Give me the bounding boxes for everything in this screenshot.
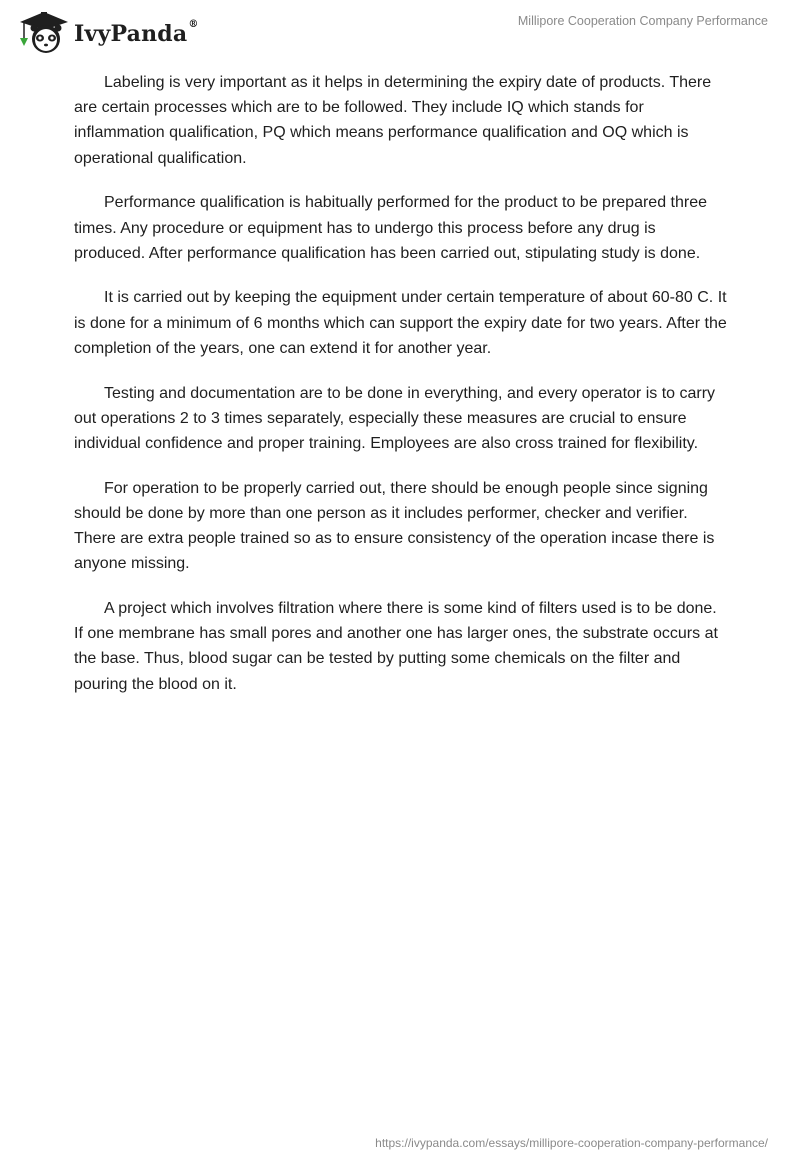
document-title: Millipore Cooperation Company Performance xyxy=(517,14,768,28)
paragraph: Labeling is very important as it helps in determining the expiry date of products. There are certain processes which are to be followed. They include IQ which stands for inflammation qualification, PQ which means performance qualification and OQ which is operational qualification. xyxy=(74,74,712,167)
page-header xyxy=(0,0,800,60)
panda-graduate-icon xyxy=(14,8,72,56)
paragraph: Testing and documentation are to be done in everything, and every operator is to carry out operations 2 to 3 times separately, especially these measures are crucial to ensure individual confidence and proper training. Employees are also cross trained for flexibility. xyxy=(74,384,716,452)
paragraph: It is carried out by keeping the equipment under certain temperature of about 60-80 C. It is done for a minimum of 6 months which can support the expiry date for two years. After the completion of the years, one can extend it for another year. xyxy=(74,289,727,357)
paragraph: A project which involves filtration where there is some kind of filters used is to be done. If one membrane has small pores and another one has larger ones, the substrate occurs at the base. Thus, blood sugar can be tested by putting some chemicals on the filter and pouring the blood on it. xyxy=(74,599,718,693)
ivypanda-logo[interactable] xyxy=(14,8,204,56)
brand-name: IvyPanda® xyxy=(74,19,199,47)
paragraph: For operation to be properly carried out, there should be enough people since signing should be done by more than one person as it includes performer, checker and verifier. There are extra people trained so as to ensure consistency of the operation incase there is anyone missing. xyxy=(74,479,715,573)
source-url[interactable]: https://ivypanda.com/essays/millipore-cooperation-company-performance/ xyxy=(375,1136,768,1150)
paragraph: Performance qualification is habitually performed for the product to be prepared three times. Any procedure or equipment has to undergo this process before any drug is produced. After performance qualification has been carried out, stipulating study is done. xyxy=(74,194,708,262)
essay-body xyxy=(74,70,730,716)
